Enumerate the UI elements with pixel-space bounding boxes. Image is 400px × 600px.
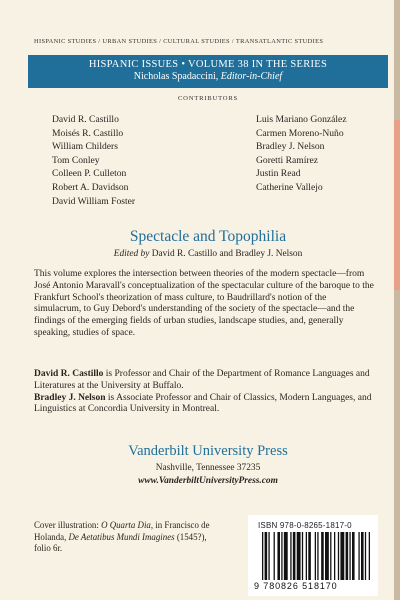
contributor: Goretti Ramírez [256, 154, 319, 166]
contributor: Bradley J. Nelson [256, 141, 325, 153]
book-title: Spectacle and Topophilia [129, 228, 287, 245]
contributor: William Childers [52, 141, 118, 153]
cover-illustration-credit [34, 520, 220, 555]
contributor: David William Foster [52, 195, 136, 207]
bio-name: Bradley J. Nelson [34, 392, 106, 403]
subject-categories: HISPANIC STUDIES / URBAN STUDIES / CULTURAL STUDIES / TRANSATLANTIC STUDIES [34, 38, 324, 45]
series-line: HISPANIC ISSUES • VOLUME 38 IN THE SERIES [88, 59, 328, 70]
editors-line [28, 249, 388, 259]
contributors-heading: CONTRIBUTORS [177, 95, 239, 102]
book-description: This volume explores the intersection between theories of the modern spectacle—from José Antonio Maravall's conceptualization of the spectacular culture of the baroque to the Frankfurt School's theorization of mass culture, to Baudrillard's notion of the simulacrum, to Guy Debord's understanding of the society of the spectacle—and the findings of the emerging fields of urban studies, landscape studies, and, generally speaking, studies of space. [34, 269, 374, 338]
edge-accent [394, 120, 400, 290]
credit-suffix: (1545?), folio 6r. [34, 531, 207, 553]
contributor: Moisés R. Castillo [52, 127, 124, 139]
barcode-icon [262, 532, 370, 580]
editors-names: David R. Castillo and Bradley J. Nelson [151, 249, 303, 259]
bio-text: is Associate Professor and Chair of Classics, Modern Languages, and Linguistics at Concordia University in Montreal. [34, 392, 372, 415]
credit-source: De Aetatibus Mundi Imagines [68, 531, 175, 542]
credit-mid: , in Francisco de Holanda, [34, 520, 210, 542]
barcode-digits: 9 780826 518170 [254, 581, 338, 591]
bio-nelson [34, 393, 374, 417]
contributor: Carmen Moreno-Nuño [256, 127, 344, 139]
editor-bios [34, 369, 374, 416]
bio-text: is Professor and Chair of the Department of Romance Languages and Literatures at the University at Buffalo. [34, 369, 370, 391]
credit-prefix: Cover illustration: [34, 520, 102, 530]
bio-name: David R. Castillo [34, 369, 104, 379]
edited-by-label: Edited by [113, 249, 150, 259]
editor-line [28, 71, 388, 82]
editor-role: Editor-in-Chief [220, 71, 283, 82]
contributor: Tom Conley [52, 154, 100, 166]
contributor: Colleen P. Culleton [52, 168, 127, 180]
contributors-left-column [52, 113, 135, 208]
credit-work: O Quarta Dia [101, 520, 151, 530]
barcode-panel [248, 515, 378, 596]
contributor: Luis Mariano González [256, 114, 347, 125]
series-banner [28, 55, 388, 88]
contributor: Catherine Vallejo [256, 181, 323, 193]
isbn-label: ISBN 978-0-8265-1817-0 [258, 521, 352, 530]
contributors-right-column [256, 113, 347, 195]
publisher-website: www.VanderbiltUniversityPress.com [138, 476, 278, 486]
publisher-name: Vanderbilt University Press [128, 443, 288, 459]
editor-name: Nicholas Spadaccini, [133, 71, 219, 82]
contributor: Justin Read [256, 168, 301, 180]
spine-edge [394, 0, 400, 600]
contributor: Robert A. Davidson [52, 181, 129, 193]
bio-castillo [34, 369, 374, 393]
contributor: David R. Castillo [52, 114, 119, 125]
publisher-city: Nashville, Tennessee 37235 [155, 463, 261, 473]
